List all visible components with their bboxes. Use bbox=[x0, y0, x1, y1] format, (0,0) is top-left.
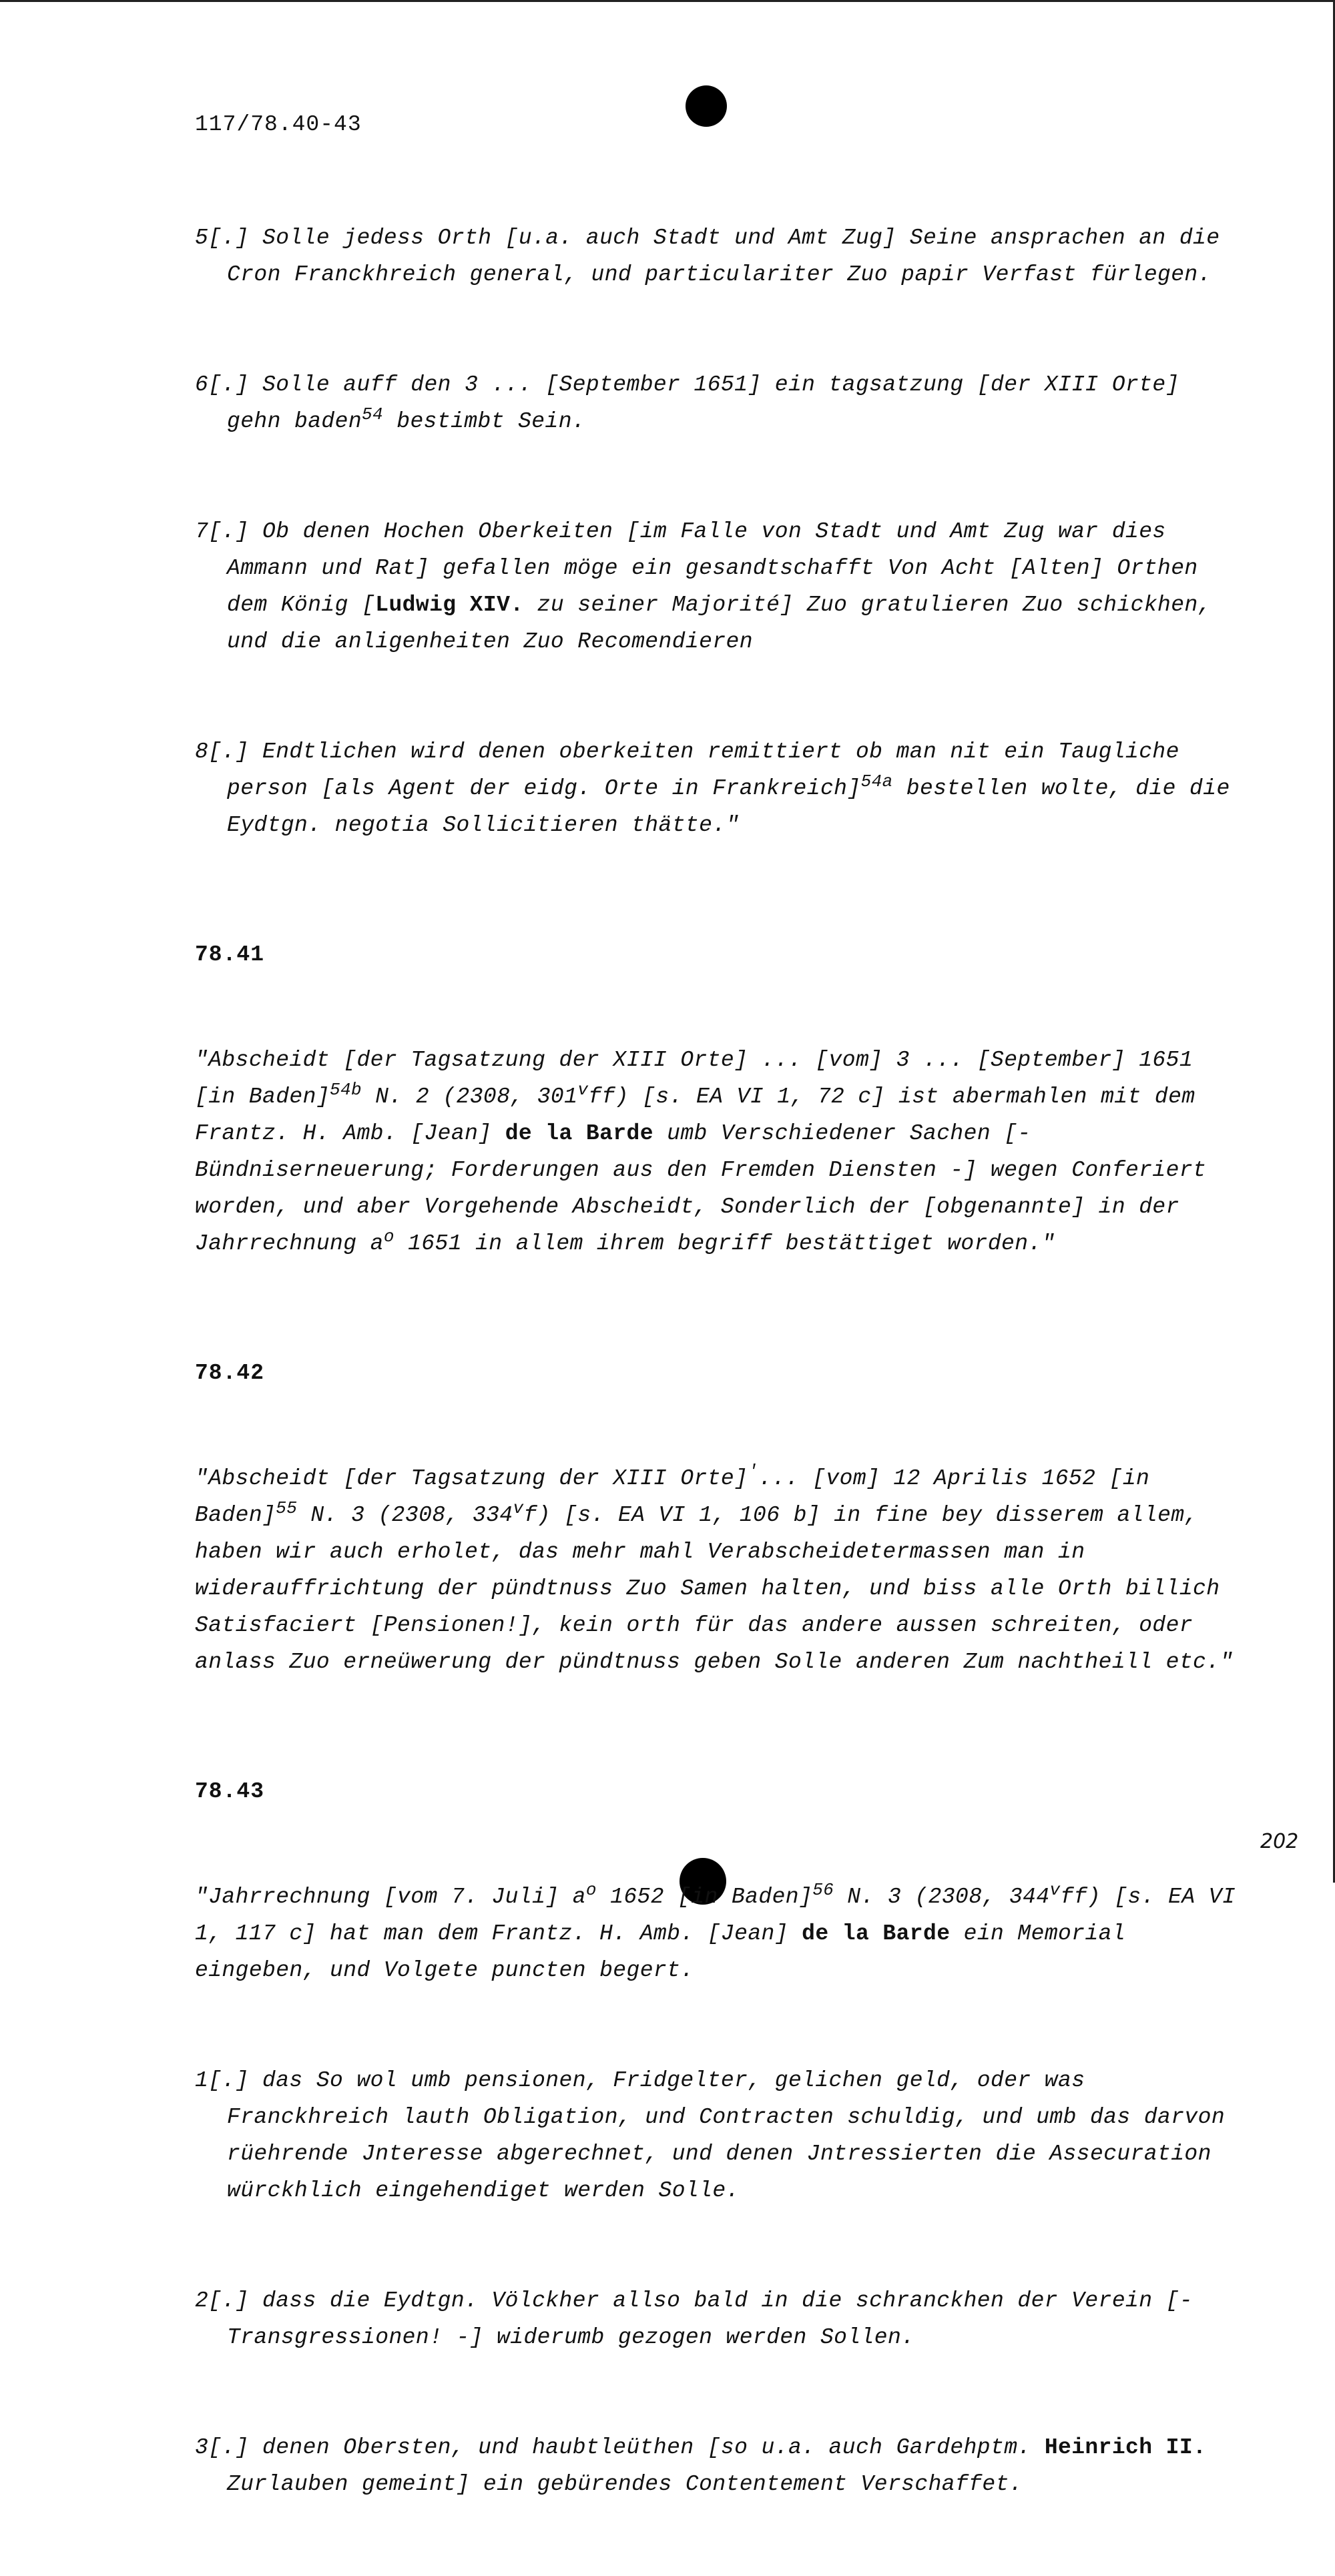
person-name: de la Barde bbox=[802, 1921, 951, 1946]
list-item: 2[.] dass die Eydtgn. Völckher allso bald in die schranckhen der Verein [- Transgressionen! -] widerumb gezogen werden Sollen. bbox=[195, 2288, 1207, 2350]
page-edge-top bbox=[0, 0, 1335, 2]
list-item: 8[.] Endtlichen wird denen oberkeiten remittiert ob man nit ein Taugliche person [als Agent der eidg. Orte in Frankreich]$^{54a}$ bestellen wolte, die die Eydtgn. negotia Sollicitieren thätte." bbox=[195, 739, 1244, 838]
section-body: "Abscheidt [der Tagsatzung der XIII Orte] ... [vom] 3 ... [September] 1651 [in Baden]$^{54b}$ N. 2 (2308, 301$^v$ff) [s. EA VI 1, 72 c] ist abermahlen mit dem Frantz. H. Amb. [Jean] de la Barde umb Verschiedener Sachen [- Bündniserneuerung; Forderungen aus den Fremden Diensten -] wegen Conferiert worden, und aber Vorgehende Abscheidt, Sonderlich der [obgenannte] in der Jahrrechnung $a^o$ 1651 in allem ihrem begriff bestättiget worden." bbox=[195, 1048, 1220, 1256]
list-item: 7[.] Ob denen Hochen Oberkeiten [im Falle von Stadt und Amt Zug war dies Ammann und Rat] gefallen möge ein gesandtschafft Von Acht [Alten] Orthen dem König [Ludwig XIV. zu seiner Majorité] Zuo gratulieren Zuo schickhen, und die anligenheiten Zuo Recomendieren bbox=[195, 519, 1226, 654]
footnote-ref: 54b bbox=[330, 1080, 362, 1100]
footnote-ref: 54 bbox=[362, 404, 384, 424]
footnote-ref: 55 bbox=[276, 1498, 298, 1518]
list-item: 3[.] denen Obersten, und haubtleüthen [so u.a. auch Gardehptm. Heinrich II. Zurlauben gemeint] ein gebürendes Contentement Verschaffet. bbox=[195, 2435, 1220, 2497]
page-number: 202 bbox=[1260, 1830, 1299, 1853]
continued-items bbox=[195, 146, 1244, 917]
footnote-ref: 56 bbox=[812, 1880, 834, 1900]
list-item: 6[.] Solle auff den 3 ... [September 1651] ein tagsatzung [der XIII Orte] gehn baden$^{54}$ bestimbt Sein. bbox=[195, 372, 1193, 434]
footnote-ref: 54a bbox=[860, 771, 893, 791]
section-heading: 78.43 bbox=[195, 1779, 265, 1804]
section-heading: 78.41 bbox=[195, 942, 265, 967]
list-item: 5[.] Solle jedess Orth [u.a. auch Stadt und Amt Zug] Seine ansprachen an die Cron Franckhreich general, und particulariter Zuo papir Verfast fürlegen. bbox=[195, 226, 1234, 287]
section-body: "Abscheidt [der Tagsatzung der XIII Orte]'... [vom] 12 Aprilis 1652 [in Baden]$^{55}$ N. 3 (2308, 334$^v$f) [s. EA VI 1, 106 b] in fine bey disserem allem, haben wir auch erholet, das mehr mahl Verabscheidetermassen man in widerauffrichtung der pündtnuss Zuo Samen halten, und biss alle Orth billich Satisfaciert [Pensionen!], kein orth für das andere aussen schreiten, oder anlass Zuo erneüwerung der pündtnuss geben Solle anderen Zum nachtheill etc." bbox=[195, 1462, 1234, 1674]
list-item: 1[.] das So wol umb pensionen, Fridgelter, gelichen geld, oder was Franckhreich lauth Obligation, und Contracten schuldig, und umb das darvon rüehrende Jnteresse abgerechnet, und denen Jntressierten die Assecuration würckhlich eingehendiget werden Solle. bbox=[195, 2068, 1239, 2203]
section-heading: 78.42 bbox=[195, 1361, 265, 1385]
person-name: de la Barde bbox=[505, 1121, 653, 1146]
section-body: "Jahrrechnung [vom 7. Juli] $a^o$ 1652 [in Baden]$^{56}$ N. 3 (2308, 344$^v$ff) [s. EA VI 1, 117 c] hat man dem Frantz. H. Amb. [Jean] de la Barde ein Memorial eingeben, und Volgete puncten begert. 1[.] das So wol umb pensionen, Fridgelter, gelichen geld, oder was Franckhreich lauth Obligation, und Contracten schuldig, und umb das darvon rüehrende Jnteresse abgerechnet, und denen Jntressierten die Assecuration würckhlich eingehendiget werden Solle. 2[.] dass die Eydtgn. Völckher allso bald in die schranckhen der Verein [- Transgressionen! -] widerumb gezogen werden Sollen. 3[.] denen Obersten, und haubtleüthen [so u.a. auch Gardehptm. Heinrich II. Zurlauben gemeint] ein gebürendes Contentement Verschaffet. bbox=[195, 1805, 1236, 2576]
document-page bbox=[195, 112, 1250, 2576]
person-name: Ludwig XIV. bbox=[375, 593, 524, 617]
reference-number: 117/78.40-43 bbox=[195, 112, 362, 137]
person-name: Heinrich II. bbox=[1044, 2435, 1207, 2460]
